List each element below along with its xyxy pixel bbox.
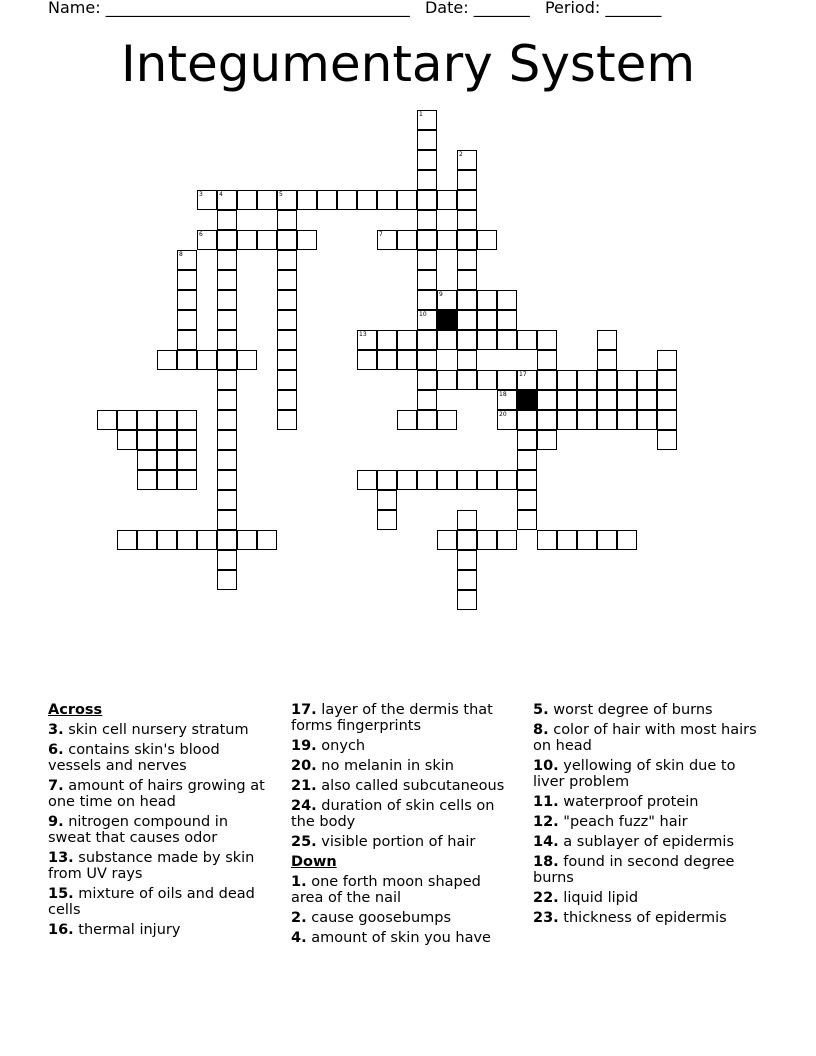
grid-cell[interactable] [557, 370, 577, 390]
grid-cell[interactable] [617, 530, 637, 550]
grid-cell[interactable] [597, 390, 617, 410]
period-line[interactable]: _______ [605, 0, 662, 17]
name-label: Name: [48, 0, 101, 17]
grid-cell[interactable] [217, 370, 237, 390]
clue-number-label: 20. [291, 758, 317, 774]
clue-number: 18 [499, 391, 507, 398]
clue-text: contains skin's blood vessels and nerves [48, 742, 220, 774]
name-line[interactable]: ______________________________________ [105, 0, 410, 17]
grid-cell[interactable] [217, 270, 237, 290]
blocked-cell [517, 390, 537, 410]
grid-cell[interactable] [177, 450, 197, 470]
grid-cell[interactable] [217, 290, 237, 310]
clue-item [291, 738, 516, 754]
grid-cell[interactable] [637, 410, 657, 430]
grid-cell[interactable] [537, 410, 557, 430]
grid-cell[interactable] [597, 410, 617, 430]
grid-cell[interactable] [157, 450, 177, 470]
grid-cell[interactable] [417, 170, 437, 190]
clue-number: 8 [179, 251, 183, 258]
grid-cell[interactable] [417, 250, 437, 270]
grid-cell[interactable] [397, 470, 417, 490]
grid-cell[interactable] [537, 530, 557, 550]
grid-cell[interactable] [477, 290, 497, 310]
grid-cell[interactable] [217, 310, 237, 330]
grid-cell[interactable] [177, 310, 197, 330]
grid-cell[interactable] [557, 410, 577, 430]
grid-cell[interactable] [417, 330, 437, 350]
grid-cell[interactable] [337, 190, 357, 210]
clue-number-label: 12. [533, 814, 559, 830]
grid-cell[interactable] [277, 350, 297, 370]
grid-cell[interactable] [377, 510, 397, 530]
grid-cell[interactable] [157, 410, 177, 430]
clue-text: found in second degree burns [533, 854, 735, 886]
grid-cell[interactable] [637, 390, 657, 410]
page-title: Integumentary System [120, 35, 696, 93]
grid-cell[interactable] [457, 550, 477, 570]
clue-number-label: 18. [533, 854, 559, 870]
grid-cell[interactable] [417, 150, 437, 170]
grid-cell[interactable] [297, 230, 317, 250]
clue-item [48, 886, 273, 918]
grid-cell[interactable] [437, 230, 457, 250]
grid-cell[interactable] [657, 370, 677, 390]
grid-cell[interactable] [437, 410, 457, 430]
grid-cell[interactable] [417, 370, 437, 390]
clue-text: amount of skin you have [306, 930, 491, 946]
grid-cell[interactable] [417, 110, 437, 130]
grid-cell[interactable] [137, 410, 157, 430]
grid-cell[interactable] [537, 350, 557, 370]
clue-text: waterproof protein [558, 794, 699, 810]
across-clue-list [48, 722, 273, 938]
clue-number-label: 9. [48, 814, 64, 830]
grid-cell[interactable] [537, 430, 557, 450]
clue-item [291, 874, 516, 906]
grid-cell[interactable] [217, 510, 237, 530]
grid-cell[interactable] [657, 430, 677, 450]
clue-item [533, 834, 758, 850]
grid-cell[interactable] [437, 330, 457, 350]
grid-cell[interactable] [517, 410, 537, 430]
grid-cell[interactable] [217, 410, 237, 430]
clue-number-label: 6. [48, 742, 64, 758]
grid-cell[interactable] [457, 190, 477, 210]
grid-cell[interactable] [397, 190, 417, 210]
grid-cell[interactable] [417, 390, 437, 410]
grid-cell[interactable] [177, 430, 197, 450]
grid-cell[interactable] [217, 550, 237, 570]
grid-cell[interactable] [157, 350, 177, 370]
grid-cell[interactable] [157, 470, 177, 490]
grid-cell[interactable] [497, 470, 517, 490]
grid-cell[interactable] [277, 210, 297, 230]
grid-cell[interactable] [217, 390, 237, 410]
grid-cell[interactable] [557, 390, 577, 410]
grid-cell[interactable] [177, 290, 197, 310]
grid-cell[interactable] [437, 290, 457, 310]
grid-cell[interactable] [277, 310, 297, 330]
grid-cell[interactable] [457, 290, 477, 310]
grid-cell[interactable] [197, 230, 217, 250]
grid-cell[interactable] [277, 330, 297, 350]
grid-cell[interactable] [477, 470, 497, 490]
clues-column-1 [48, 702, 273, 942]
grid-cell[interactable] [237, 350, 257, 370]
grid-cell[interactable] [137, 450, 157, 470]
clue-text: a sublayer of epidermis [558, 834, 735, 850]
clue-number-label: 1. [291, 874, 307, 890]
grid-cell[interactable] [177, 530, 197, 550]
grid-cell[interactable] [117, 430, 137, 450]
grid-cell[interactable] [417, 290, 437, 310]
clue-item [291, 910, 516, 926]
grid-cell[interactable] [177, 250, 197, 270]
clue-item [291, 702, 516, 734]
grid-cell[interactable] [477, 370, 497, 390]
clues-column-3 [533, 702, 758, 930]
clue-number-label: 22. [533, 890, 559, 906]
grid-cell[interactable] [617, 370, 637, 390]
clue-text: onych [316, 738, 366, 754]
grid-cell[interactable] [217, 330, 237, 350]
clue-number-label: 25. [291, 834, 317, 850]
grid-cell[interactable] [457, 510, 477, 530]
blocked-cell [437, 310, 457, 330]
grid-cell[interactable] [177, 270, 197, 290]
grid-cell[interactable] [257, 530, 277, 550]
clue-number-label: 8. [533, 722, 549, 738]
clue-number: 4 [219, 191, 223, 198]
grid-cell[interactable] [217, 450, 237, 470]
clue-item [48, 722, 273, 738]
grid-cell[interactable] [137, 470, 157, 490]
grid-cell[interactable] [277, 410, 297, 430]
clue-number: 9 [439, 291, 443, 298]
down-clue-list-continued [533, 702, 758, 926]
grid-cell[interactable] [517, 430, 537, 450]
grid-cell[interactable] [177, 470, 197, 490]
clue-number-label: 3. [48, 722, 64, 738]
clue-number-label: 24. [291, 798, 317, 814]
grid-cell[interactable] [457, 570, 477, 590]
clue-number: 10 [419, 311, 427, 318]
grid-cell[interactable] [157, 530, 177, 550]
grid-cell[interactable] [277, 270, 297, 290]
grid-cell[interactable] [97, 410, 117, 430]
grid-cell[interactable] [457, 330, 477, 350]
grid-cell[interactable] [497, 390, 517, 410]
grid-cell[interactable] [457, 370, 477, 390]
grid-cell[interactable] [397, 350, 417, 370]
grid-cell[interactable] [217, 350, 237, 370]
grid-cell[interactable] [457, 590, 477, 610]
grid-cell[interactable] [117, 530, 137, 550]
clue-item [533, 854, 758, 886]
clue-item [533, 814, 758, 830]
grid-cell[interactable] [377, 490, 397, 510]
clue-item [533, 890, 758, 906]
grid-cell[interactable] [577, 530, 597, 550]
clue-number: 7 [379, 231, 383, 238]
down-clue-list [291, 874, 516, 946]
clue-text: worst degree of burns [548, 702, 713, 718]
grid-cell[interactable] [137, 530, 157, 550]
clue-text: one forth moon shaped area of the nail [291, 874, 481, 906]
clue-item [291, 778, 516, 794]
grid-cell[interactable] [517, 370, 537, 390]
clue-text: also called subcutaneous [316, 778, 505, 794]
grid-cell[interactable] [177, 410, 197, 430]
grid-cell[interactable] [437, 470, 457, 490]
grid-cell[interactable] [577, 410, 597, 430]
clue-text: liquid lipid [558, 890, 639, 906]
grid-cell[interactable] [517, 470, 537, 490]
grid-cell[interactable] [517, 450, 537, 470]
grid-cell[interactable] [457, 210, 477, 230]
grid-cell[interactable] [217, 470, 237, 490]
period-label: Period: [544, 0, 601, 17]
clue-item [533, 722, 758, 754]
clue-number-label: 15. [48, 886, 74, 902]
grid-cell[interactable] [537, 390, 557, 410]
grid-cell[interactable] [217, 570, 237, 590]
grid-cell[interactable] [277, 370, 297, 390]
clue-number-label: 11. [533, 794, 559, 810]
grid-cell[interactable] [597, 330, 617, 350]
grid-cell[interactable] [357, 190, 377, 210]
clue-item [48, 922, 273, 938]
grid-cell[interactable] [497, 290, 517, 310]
clue-item [533, 758, 758, 790]
grid-cell[interactable] [417, 130, 437, 150]
grid-cell[interactable] [457, 150, 477, 170]
grid-cell[interactable] [517, 510, 537, 530]
clue-text: thermal injury [73, 922, 181, 938]
clue-number: 3 [199, 191, 203, 198]
clue-text: "peach fuzz" hair [558, 814, 688, 830]
grid-cell[interactable] [277, 230, 297, 250]
clue-number-label: 5. [533, 702, 549, 718]
grid-cell[interactable] [477, 310, 497, 330]
clue-text: mixture of oils and dead cells [48, 886, 255, 918]
grid-cell[interactable] [357, 350, 377, 370]
clue-number-label: 13. [48, 850, 74, 866]
grid-cell[interactable] [617, 410, 637, 430]
grid-cell[interactable] [397, 330, 417, 350]
clue-number-label: 4. [291, 930, 307, 946]
grid-cell[interactable] [457, 470, 477, 490]
clue-text: cause goosebumps [306, 910, 452, 926]
grid-cell[interactable] [197, 350, 217, 370]
clue-number: 2 [459, 151, 463, 158]
grid-cell[interactable] [457, 170, 477, 190]
grid-cell[interactable] [237, 190, 257, 210]
grid-cell[interactable] [377, 330, 397, 350]
grid-cell[interactable] [417, 310, 437, 330]
grid-cell[interactable] [217, 190, 237, 210]
grid-cell[interactable] [377, 190, 397, 210]
clue-text: nitrogen compound in sweat that causes odor [48, 814, 229, 846]
grid-cell[interactable] [417, 410, 437, 430]
grid-cell[interactable] [177, 330, 197, 350]
clue-number-label: 17. [291, 702, 317, 718]
grid-cell[interactable] [217, 530, 237, 550]
grid-cell[interactable] [457, 310, 477, 330]
clue-item [291, 834, 516, 850]
clue-text: amount of hairs growing at one time on head [48, 778, 265, 810]
grid-cell[interactable] [457, 230, 477, 250]
grid-cell[interactable] [377, 350, 397, 370]
grid-cell[interactable] [257, 230, 277, 250]
grid-cell[interactable] [217, 490, 237, 510]
across-heading: Across [48, 702, 103, 718]
grid-cell[interactable] [197, 190, 217, 210]
grid-cell[interactable] [397, 410, 417, 430]
grid-cell[interactable] [597, 350, 617, 370]
clue-item [48, 778, 273, 810]
grid-cell[interactable] [537, 330, 557, 350]
grid-cell[interactable] [257, 190, 277, 210]
clue-text: duration of skin cells on the body [291, 798, 495, 830]
grid-cell[interactable] [277, 190, 297, 210]
grid-cell[interactable] [317, 190, 337, 210]
grid-cell[interactable] [597, 370, 617, 390]
clue-text: visible portion of hair [316, 834, 476, 850]
clue-number: 20 [499, 411, 507, 418]
clue-item [291, 930, 516, 946]
grid-cell[interactable] [437, 530, 457, 550]
grid-cell[interactable] [457, 250, 477, 270]
grid-cell[interactable] [277, 290, 297, 310]
grid-cell[interactable] [377, 470, 397, 490]
clue-text: thickness of epidermis [558, 910, 727, 926]
clue-item [48, 742, 273, 774]
clues-column-2 [291, 702, 516, 950]
grid-cell[interactable] [417, 210, 437, 230]
clue-item [533, 794, 758, 810]
grid-cell[interactable] [217, 250, 237, 270]
grid-cell[interactable] [377, 230, 397, 250]
grid-cell[interactable] [537, 370, 557, 390]
grid-cell[interactable] [477, 330, 497, 350]
grid-cell[interactable] [197, 530, 217, 550]
clue-item [48, 850, 273, 882]
grid-cell[interactable] [517, 330, 537, 350]
clue-number: 17 [519, 371, 527, 378]
clue-item [533, 910, 758, 926]
grid-cell[interactable] [497, 310, 517, 330]
clue-text: substance made by skin from UV rays [48, 850, 255, 882]
grid-cell[interactable] [277, 250, 297, 270]
grid-cell[interactable] [657, 410, 677, 430]
clue-text: yellowing of skin due to liver problem [533, 758, 736, 790]
grid-cell[interactable] [177, 350, 197, 370]
grid-cell[interactable] [557, 530, 577, 550]
grid-cell[interactable] [137, 430, 157, 450]
clue-number-label: 21. [291, 778, 317, 794]
grid-cell[interactable] [577, 390, 597, 410]
grid-cell[interactable] [637, 370, 657, 390]
grid-cell[interactable] [237, 530, 257, 550]
grid-cell[interactable] [617, 390, 637, 410]
clue-number-label: 23. [533, 910, 559, 926]
grid-cell[interactable] [357, 470, 377, 490]
grid-cell[interactable] [437, 370, 457, 390]
clue-number: 13 [359, 331, 367, 338]
grid-cell[interactable] [417, 190, 437, 210]
grid-cell[interactable] [397, 230, 417, 250]
grid-cell[interactable] [277, 390, 297, 410]
clue-text: layer of the dermis that forms fingerprints [291, 702, 493, 734]
grid-cell[interactable] [417, 270, 437, 290]
grid-cell[interactable] [357, 330, 377, 350]
grid-cell[interactable] [597, 530, 617, 550]
grid-cell[interactable] [457, 350, 477, 370]
grid-cell[interactable] [117, 410, 137, 430]
down-heading: Down [291, 854, 337, 870]
grid-cell[interactable] [477, 530, 497, 550]
grid-cell[interactable] [437, 190, 457, 210]
date-label: Date: [424, 0, 469, 17]
grid-cell[interactable] [417, 470, 437, 490]
clue-text: no melanin in skin [316, 758, 454, 774]
grid-cell[interactable] [217, 210, 237, 230]
clue-number-label: 7. [48, 778, 64, 794]
grid-cell[interactable] [497, 330, 517, 350]
grid-cell[interactable] [217, 230, 237, 250]
grid-cell[interactable] [417, 230, 437, 250]
clue-item [291, 798, 516, 830]
grid-cell[interactable] [497, 370, 517, 390]
clue-number-label: 10. [533, 758, 559, 774]
clue-number: 5 [279, 191, 283, 198]
clue-item [291, 758, 516, 774]
clue-number: 1 [419, 111, 423, 118]
grid-cell[interactable] [217, 430, 237, 450]
clue-number: 6 [199, 231, 203, 238]
grid-cell[interactable] [577, 370, 597, 390]
across-clue-list-continued [291, 702, 516, 850]
grid-cell[interactable] [497, 410, 517, 430]
clue-number-label: 14. [533, 834, 559, 850]
grid-cell[interactable] [457, 270, 477, 290]
clue-number-label: 16. [48, 922, 74, 938]
grid-cell[interactable] [657, 390, 677, 410]
clue-text: color of hair with most hairs on head [533, 722, 757, 754]
grid-cell[interactable] [297, 190, 317, 210]
grid-cell[interactable] [417, 350, 437, 370]
clue-item [48, 814, 273, 846]
grid-cell[interactable] [657, 350, 677, 370]
clue-number-label: 2. [291, 910, 307, 926]
grid-cell[interactable] [157, 430, 177, 450]
grid-cell[interactable] [237, 230, 257, 250]
grid-cell[interactable] [517, 490, 537, 510]
clue-number-label: 19. [291, 738, 317, 754]
grid-cell[interactable] [457, 530, 477, 550]
grid-cell[interactable] [477, 230, 497, 250]
clue-item [533, 702, 758, 718]
date-line[interactable]: _______ [473, 0, 530, 17]
clue-text: skin cell nursery stratum [63, 722, 249, 738]
grid-cell[interactable] [497, 530, 517, 550]
